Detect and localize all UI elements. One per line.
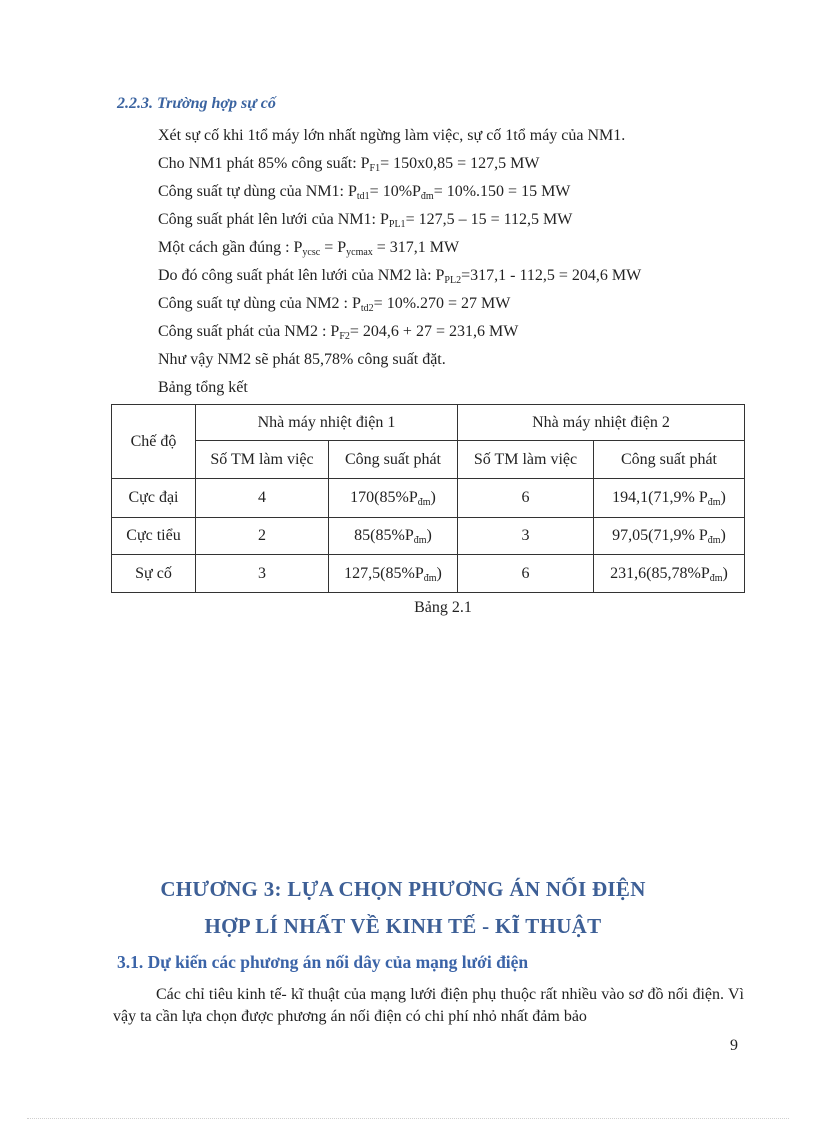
cell-mode: Cực tiểu xyxy=(112,518,196,555)
cell-power-2: 194,1(71,9% $P_{đm}$) xyxy=(594,479,745,518)
cell-mode: Sự cố xyxy=(112,555,196,593)
header-units-1: Số TM làm việc xyxy=(196,441,329,479)
section-heading-3-1: 3.1. Dự kiến các phương án nối dây của mạng lưới điện xyxy=(117,952,529,972)
cell-units-2: 6 xyxy=(458,479,594,518)
section-heading-2-2-3: 2.2.3. Trường hợp sự cố xyxy=(117,95,276,112)
text-line-5: Một cách gần đúng : $P_{ycsc} = P_{ycmax} = 317,1$ MW xyxy=(158,239,460,258)
table-row xyxy=(112,479,745,518)
cell-units-2: 6 xyxy=(458,555,594,593)
chapter-title-line-1: CHƯƠNG 3: LỰA CHỌN PHƯƠNG ÁN NỐI ĐIỆN xyxy=(160,877,646,901)
text-line-4: Công suất phát lên lưới của NM1: $P_{PL1}= 127,5 - 15 = 112,5$ MW xyxy=(158,211,573,230)
page-number: 9 xyxy=(730,1037,738,1054)
header-plant-1: Nhà máy nhiệt điện 1 xyxy=(196,405,458,441)
cell-power-2: 97,05(71,9% $P_{đm}$) xyxy=(594,518,745,555)
table-row xyxy=(112,555,745,593)
cell-units-1: 4 xyxy=(196,479,329,518)
text-line-2: Cho NM1 phát 85% công suất: $P_{F1}= 150x0,85 = 127,5$ MW xyxy=(158,155,540,174)
text-line-10: Bảng tổng kết xyxy=(158,379,248,396)
table-row xyxy=(112,518,745,555)
header-mode: Chế độ xyxy=(112,405,196,479)
text-line-6: Do đó công suất phát lên lưới của NM2 là: $P_{PL2}=317,1 - 112,5 = 204,6$ MW xyxy=(158,267,642,286)
cell-units-1: 2 xyxy=(196,518,329,555)
body-paragraph: Các chỉ tiêu kinh tế- kĩ thuật của mạng lưới điện phụ thuộc rất nhiều vào sơ đồ nối điện. Vì vậy ta cần lựa chọn được phương án nối điện có chi phí nhỏ nhất đảm bảo xyxy=(113,986,744,1025)
header-power-1: Công suất phát xyxy=(329,441,458,479)
cell-units-2: 3 xyxy=(458,518,594,555)
chapter-title-line-2: HỢP LÍ NHẤT VỀ KINH TẾ - KĨ THUẬT xyxy=(204,914,602,938)
cell-units-1: 3 xyxy=(196,555,329,593)
header-units-2: Số TM làm việc xyxy=(458,441,594,479)
cell-power-1: $170(85\%P_{đm})$ xyxy=(329,479,458,518)
cell-mode: Cực đại xyxy=(112,479,196,518)
page-bottom-divider xyxy=(27,1118,789,1119)
header-power-2: Công suất phát xyxy=(594,441,745,479)
text-line-9: Như vậy NM2 sẽ phát 85,78% công suất đặt. xyxy=(158,351,446,368)
text-line-3: Công suất tự dùng của NM1: $P_{td1}= 10\%P_{đm}= 10\%.150 = 15$ MW xyxy=(158,183,571,202)
summary-table xyxy=(111,404,745,593)
table-caption: Bảng 2.1 xyxy=(414,599,472,616)
text-line-1: Xét sự cố khi 1tổ máy lớn nhất ngừng làm việc, sự cố 1tổ máy của NM1. xyxy=(158,127,626,144)
cell-power-2: $231,6(85,78\%P_{đm})$ xyxy=(594,555,745,593)
header-plant-2: Nhà máy nhiệt điện 2 xyxy=(458,405,745,441)
cell-power-1: $85(85\%P_{đm})$ xyxy=(329,518,458,555)
cell-power-1: $127,5(85\%P_{đm})$ xyxy=(329,555,458,593)
text-line-8: Công suất phát của NM2 : $P_{F2}= 204,6 + 27 = 231,6$ MW xyxy=(158,323,519,342)
text-line-7: Công suất tự dùng của NM2 : $P_{td2}= 10\%.270 = 27$ MW xyxy=(158,295,511,314)
